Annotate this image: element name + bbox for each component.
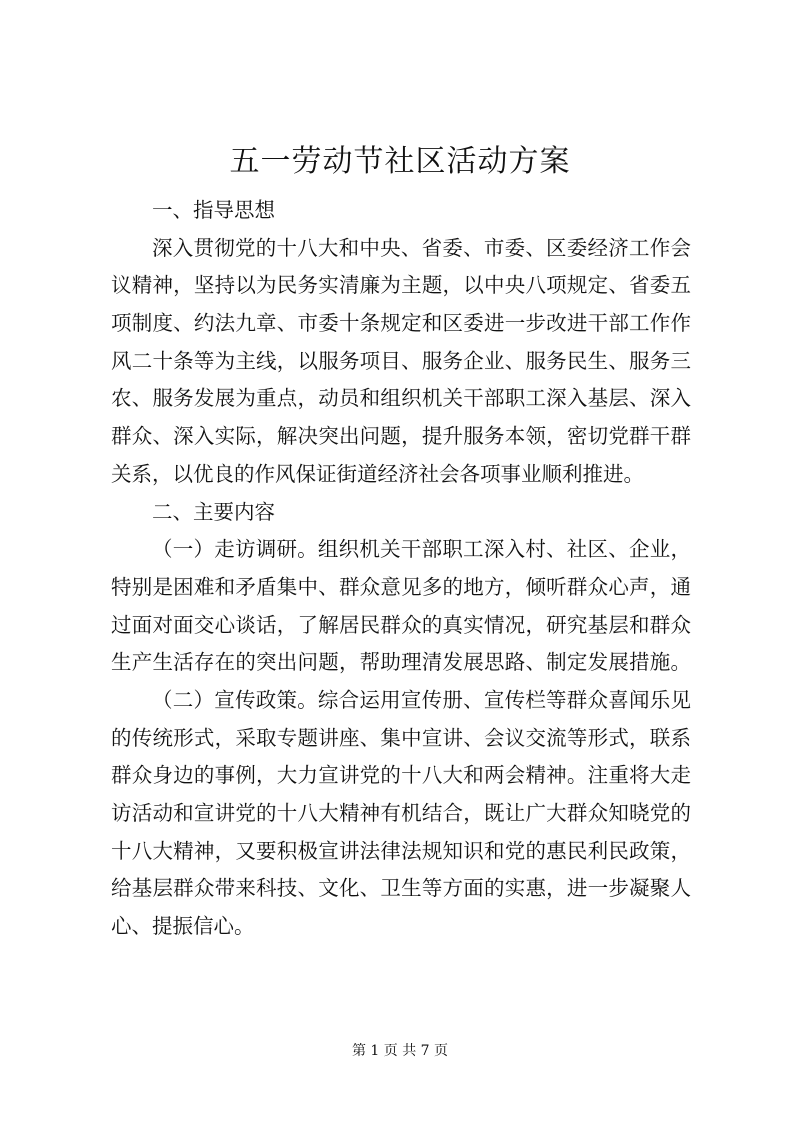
paragraph-line: 议精神，坚持以为民务实清廉为主题，以中央八项规定、省委五 bbox=[111, 273, 691, 298]
paragraph-line: 群众、深入实际，解决突出问题，提升服务本领，密切党群干群 bbox=[111, 424, 691, 449]
paragraph-line: （一）走访调研。组织机关干部职工深入村、社区、企业， bbox=[152, 537, 691, 562]
paragraph-line: 特别是困难和矛盾集中、群众意见多的地方，倾听群众心声，通 bbox=[111, 574, 691, 599]
paragraph-line: 生产生活存在的突出问题，帮助理清发展思路、制定发展措施。 bbox=[111, 650, 691, 675]
paragraph-line: 心、提振信心。 bbox=[111, 914, 255, 939]
paragraph-line: （二）宣传政策。综合运用宣传册、宣传栏等群众喜闻乐见 bbox=[152, 687, 691, 712]
paragraph-line: 的传统形式，采取专题讲座、集中宣讲、会议交流等形式，联系 bbox=[111, 725, 691, 750]
paragraph-line: 关系，以优良的作风保证街道经济社会各项事业顺利推进。 bbox=[111, 461, 644, 486]
paragraph bbox=[111, 682, 691, 946]
paragraph-line: 给基层群众带来科技、文化、卫生等方面的实惠，进一步凝聚人 bbox=[111, 876, 691, 901]
paragraph bbox=[111, 230, 691, 494]
paragraph-line: 项制度、约法九章、市委十条规定和区委进一步改进干部工作作 bbox=[111, 311, 691, 336]
section-heading-guiding-ideology: 一、指导思想 bbox=[152, 198, 275, 222]
page-footer: 第 1 页 共 7 页 bbox=[351, 1043, 449, 1059]
paragraph-line: 农、服务发展为重点，动员和组织机关干部职工深入基层、深入 bbox=[111, 386, 691, 411]
paragraph-line: 群众身边的事例，大力宣讲党的十八大和两会精神。注重将大走 bbox=[111, 763, 691, 788]
paragraph-line: 十八大精神，又要积极宣讲法律法规知识和党的惠民利民政策， bbox=[111, 838, 691, 863]
paragraph-line: 深入贯彻党的十八大和中央、省委、市委、区委经济工作会 bbox=[152, 235, 691, 260]
paragraph-line: 访活动和宣讲党的十八大精神有机结合，既让广大群众知晓党的 bbox=[111, 801, 691, 825]
section-heading-main-content: 二、主要内容 bbox=[152, 499, 275, 524]
document-title: 五一劳动节社区活动方案 bbox=[229, 144, 571, 179]
document-body bbox=[111, 192, 691, 946]
paragraph-line: 过面对面交心谈话，了解居民群众的真实情况，研究基层和群众 bbox=[111, 612, 691, 637]
paragraph bbox=[111, 531, 691, 682]
paragraph-line: 风二十条等为主线，以服务项目、服务企业、服务民生、服务三 bbox=[111, 348, 691, 373]
